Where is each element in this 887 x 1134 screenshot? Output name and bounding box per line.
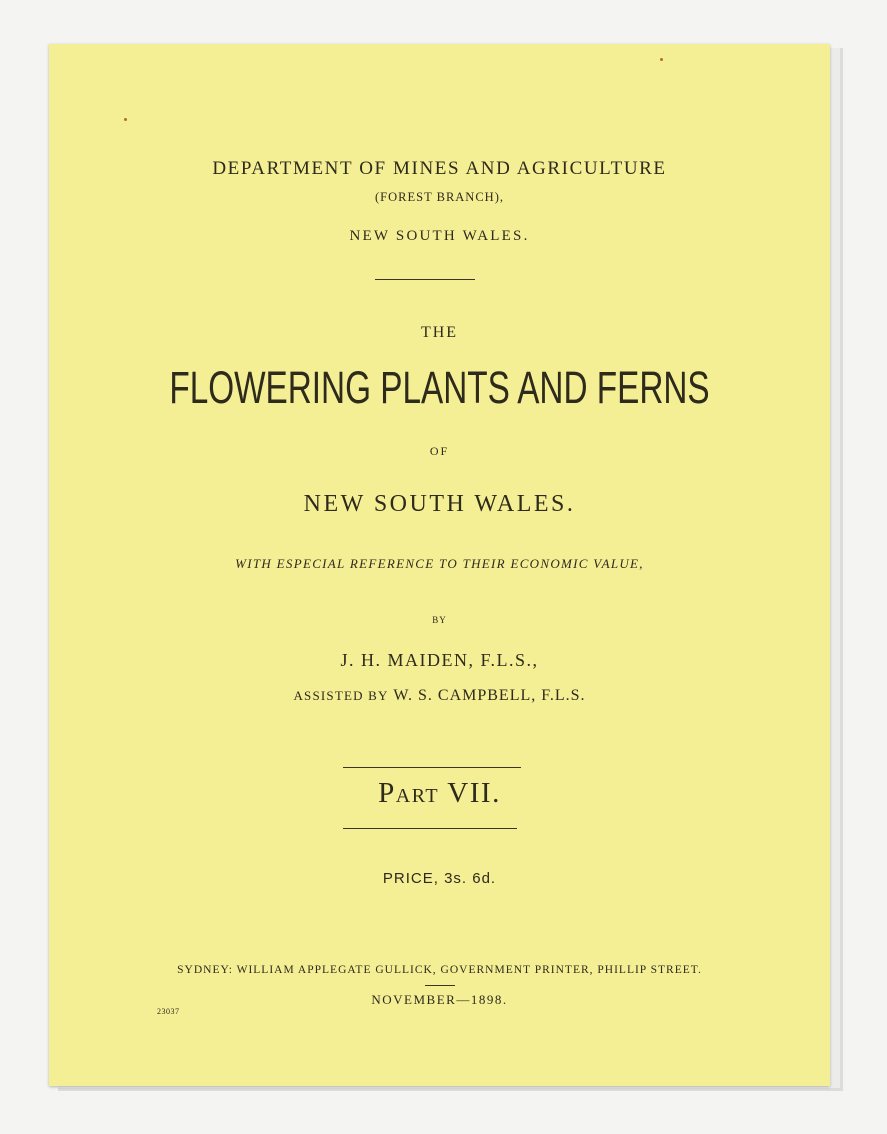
part-number: Part VII. bbox=[378, 777, 501, 809]
author-name: J. H. MAIDEN, F.L.S., bbox=[340, 650, 539, 670]
paper-speck bbox=[660, 58, 663, 61]
printer-imprint: SYDNEY: WILLIAM APPLEGATE GULLICK, GOVERNMENT PRINTER, PHILLIP STREET. bbox=[177, 964, 702, 976]
part-rule-top bbox=[343, 767, 521, 768]
print-code: 23037 bbox=[157, 1007, 180, 1016]
department-heading: DEPARTMENT OF MINES AND AGRICULTURE bbox=[212, 158, 667, 179]
divider-rule bbox=[375, 279, 475, 280]
publication-date: NOVEMBER—1898. bbox=[371, 992, 508, 1007]
title-region: NEW SOUTH WALES. bbox=[303, 491, 576, 517]
date-rule bbox=[425, 985, 455, 986]
booklet-cover bbox=[49, 44, 830, 1086]
title-of: OF bbox=[429, 444, 450, 458]
price-label: PRICE, 3s. 6d. bbox=[382, 870, 497, 887]
branch-line: (FOREST BRANCH), bbox=[375, 190, 504, 204]
by-line: BY bbox=[432, 615, 447, 625]
paper-speck bbox=[124, 118, 127, 121]
state-line: NEW SOUTH WALES. bbox=[349, 228, 530, 244]
part-rule-bottom bbox=[343, 828, 517, 829]
title-article: THE bbox=[420, 324, 459, 341]
assistant-line bbox=[49, 687, 830, 705]
assistant-name: W. S. CAMPBELL, F.L.S. bbox=[393, 687, 586, 704]
subtitle: WITH ESPECIAL REFERENCE TO THEIR ECONOMIC VALUE, bbox=[235, 556, 644, 571]
assisted-prefix: ASSISTED BY bbox=[293, 688, 389, 703]
main-title: FLOWERING PLANTS AND FERNS bbox=[169, 362, 710, 413]
